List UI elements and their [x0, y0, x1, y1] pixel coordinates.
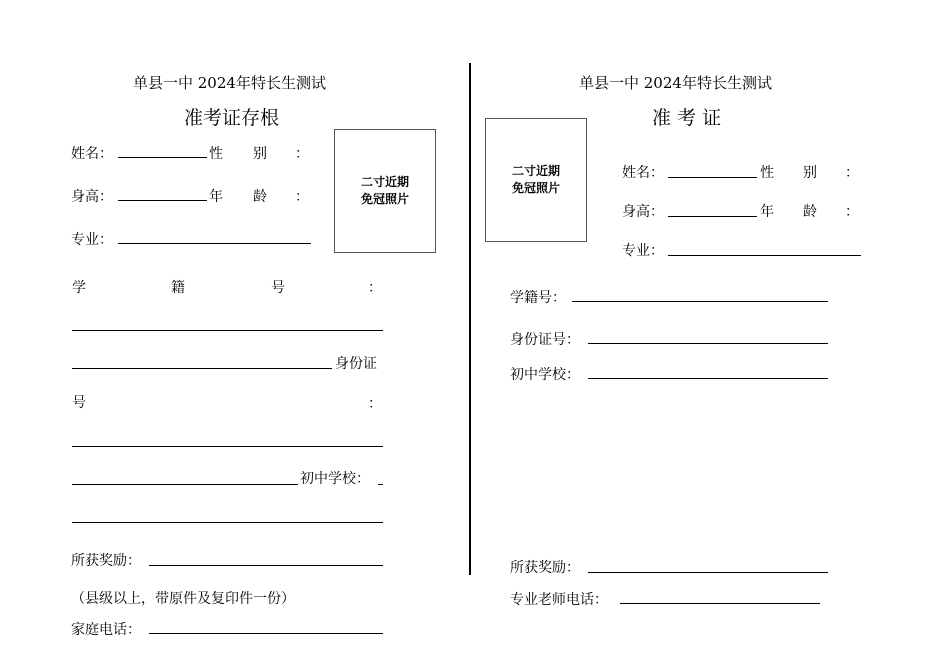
ticket-major-field[interactable]: [668, 255, 861, 256]
stub-id-card-field-2[interactable]: [72, 446, 383, 447]
stub-student-no-char-1: 学: [72, 280, 86, 296]
ticket-awards-label: 所获奖励：: [510, 560, 580, 576]
ticket-height-field[interactable]: [668, 216, 757, 217]
stub-awards-field[interactable]: [149, 565, 383, 566]
stub-height-label: 身高：: [71, 189, 113, 205]
ticket-id-card-label: 身份证号：: [510, 332, 580, 348]
ticket-name-label: 姓名：: [622, 165, 664, 181]
ticket-title: 准 考 证: [652, 107, 722, 129]
stub-photo-line1: 二寸近期: [360, 175, 409, 189]
ticket-teacher-phone-field[interactable]: [620, 603, 820, 604]
stub-junior-school-stub-line: [378, 484, 383, 485]
stub-student-no-char-2: 籍: [171, 280, 185, 296]
ticket-name-field[interactable]: [668, 177, 757, 178]
stub-student-no-field[interactable]: [72, 330, 383, 331]
stub-phone-label: 家庭电话：: [71, 622, 141, 638]
ticket-gender-colon: ：: [845, 165, 859, 181]
stub-age-colon: ：: [295, 189, 309, 205]
ticket-student-no-field[interactable]: [572, 301, 828, 302]
stub-title: 准考证存根: [184, 107, 280, 129]
ticket-id-card-field[interactable]: [588, 343, 828, 344]
stub-header: 单县一中 2024年特长生测试: [133, 74, 326, 92]
stub-gender-colon: ：: [295, 146, 309, 162]
ticket-teacher-phone-label: 专业老师电话：: [510, 592, 608, 608]
stub-gender-char-1: 性: [209, 146, 223, 162]
stub-junior-school-label: 初中学校：: [300, 471, 370, 487]
ticket-major-label: 专业：: [622, 243, 664, 259]
stub-name-label: 姓名：: [71, 146, 113, 162]
stub-id-card-label: 身份证: [335, 356, 377, 372]
ticket-junior-school-label: 初中学校：: [510, 367, 580, 383]
ticket-photo-line2: 免冠照片: [511, 181, 560, 195]
ticket-photo-line1: 二寸近期: [511, 164, 560, 178]
ticket-age-char-1: 年: [760, 204, 774, 220]
ticket-age-colon: ：: [845, 204, 859, 220]
stub-id-card-colon: ：: [368, 396, 382, 412]
stub-age-char-1: 年: [209, 189, 223, 205]
ticket-age-char-2: 龄: [803, 204, 817, 220]
ticket-awards-field[interactable]: [588, 572, 828, 573]
stub-photo-line2: 免冠照片: [360, 192, 409, 206]
stub-note: （县级以上，带原件及复印件一份）: [71, 591, 295, 607]
ticket-gender-char-1: 性: [760, 165, 774, 181]
section-divider: [469, 63, 471, 575]
stub-height-field[interactable]: [118, 200, 207, 201]
stub-major-field[interactable]: [118, 243, 311, 244]
ticket-junior-school-field[interactable]: [588, 378, 828, 379]
stub-age-char-2: 龄: [253, 189, 267, 205]
stub-name-field[interactable]: [118, 157, 207, 158]
stub-awards-label: 所获奖励：: [71, 553, 141, 569]
stub-junior-school-field-2[interactable]: [72, 522, 383, 523]
ticket-height-label: 身高：: [622, 204, 664, 220]
stub-junior-school-field-1[interactable]: [72, 484, 298, 485]
stub-student-no-char-3: 号: [271, 280, 285, 296]
stub-phone-field[interactable]: [149, 633, 383, 634]
ticket-student-no-label: 学籍号：: [510, 290, 566, 306]
ticket-photo-box: [485, 118, 587, 242]
ticket-gender-char-2: 别: [803, 165, 817, 181]
stub-major-label: 专业：: [71, 232, 113, 248]
stub-gender-char-2: 别: [253, 146, 267, 162]
stub-photo-box: [334, 129, 436, 253]
stub-id-card-char: 号: [72, 395, 86, 411]
ticket-header: 单县一中 2024年特长生测试: [579, 74, 772, 92]
stub-student-no-colon: ：: [368, 280, 382, 296]
stub-id-card-field-1[interactable]: [72, 368, 332, 369]
